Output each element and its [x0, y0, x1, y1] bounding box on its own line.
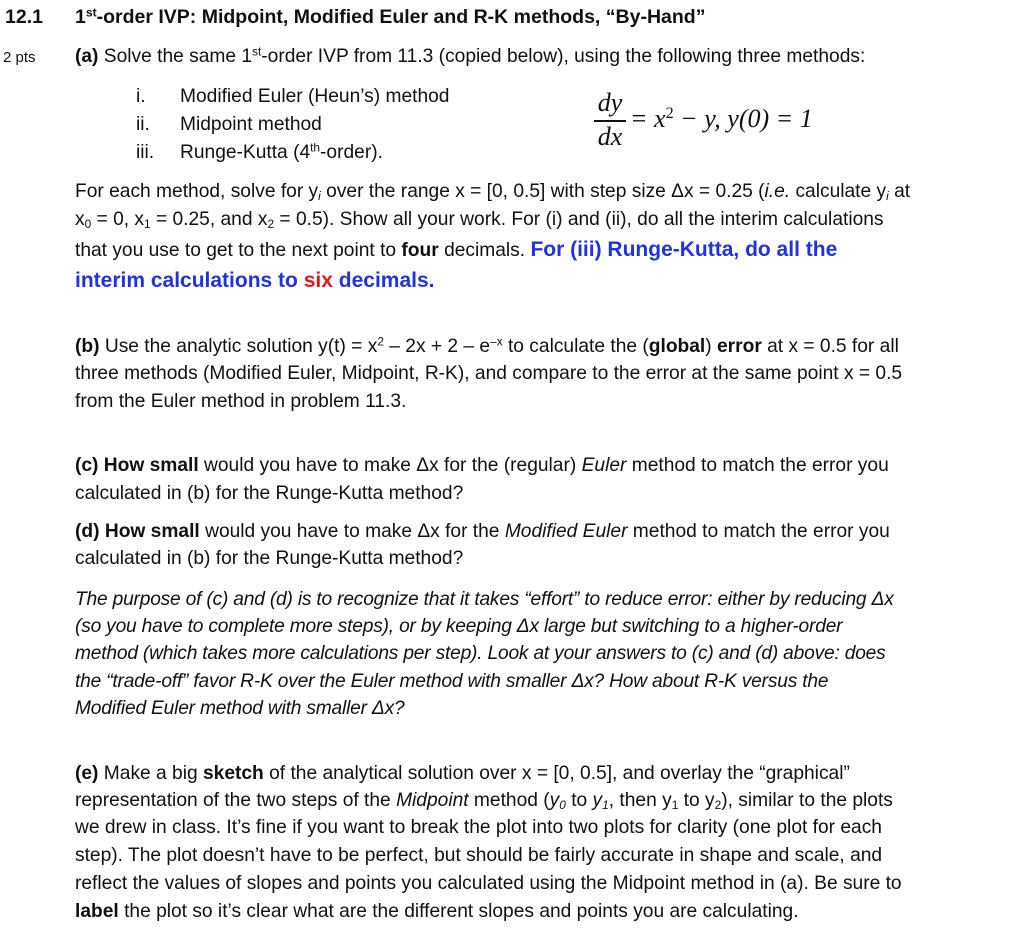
part-a-paragraph-line2: $x_0 = 0$, $x_1 = 0.25$, and $x_2 = 0.5$). Show all your work. For (i) and (ii), do all the interim calculations [75, 209, 884, 231]
part-e-line3: we drew in class. It’s fine if you want to break the plot into two plots for clarity (one plot for each [75, 817, 882, 838]
part-a-intro: (a) Solve the same 1st-order IVP from 11.3 (copied below), using the following three methods: [75, 44, 866, 67]
part-e-line1: (e) Make a big sketch of the analytical solution over x = [0, 0.5], and overlay the “graphical” [75, 763, 850, 784]
purpose-line: Modified Euler method with smaller Δx? [75, 698, 405, 719]
part-c-line1: (c) How small would you have to make Δx for the (regular) Euler method to match the error you [75, 455, 889, 476]
equation-rhs: = $x^2 - y$, y(0) = 1 [630, 104, 813, 133]
part-d-line1: (d) How small would you have to make Δx for the Modified Euler method to match the error you [75, 521, 890, 542]
purpose-line: (so you have to complete more steps), or by keeping Δx large but switching to a higher-order [75, 616, 843, 637]
problem-number: 12.1 [5, 6, 43, 28]
part-d-line2: calculated in (b) for the Runge-Kutta method? [75, 548, 464, 569]
method-item: ii. Midpoint method [136, 114, 322, 135]
ivp-equation: dy dx = $x^2 - y$, y(0) = 1 [592, 88, 852, 158]
purpose-line: method (which takes more calculations per step). Look at your answers to (c) and (d) above: does [75, 643, 886, 664]
part-e-line6: label the plot so it’s clear what are the different slopes and points you are calculating. [75, 901, 799, 922]
part-a-paragraph-line4: interim calculations to six decimals. [75, 269, 435, 292]
part-a-paragraph-line1: For each method, solve for $y_i$ over the range x = [0, 0.5] with step size Δx = 0.25 (i.e. calculate $y_i$ at [75, 181, 911, 203]
method-item: iii. Runge-Kutta (4th-order). [136, 140, 383, 163]
part-a-paragraph-line3: that you use to get to the next point to four decimals. For (iii) Runge-Kutta, do all the [75, 238, 838, 261]
method-item: i. Modified Euler (Heun’s) method [136, 86, 450, 107]
method-list [136, 83, 449, 167]
part-e-line2: representation of the two steps of the Midpoint method ($y_0$ to $y_1$, then $y_1$ to $y_2$), similar to the plots [75, 790, 893, 812]
problem-title: 1st-order IVP: Midpoint, Modified Euler and R-K methods, “By-Hand” [75, 5, 706, 28]
part-e-line5: reflect the values of slopes and points you calculated using the Midpoint method in (a). Be sure to [75, 873, 902, 894]
part-b-line2: three methods (Modified Euler, Midpoint, R-K), and compare to the error at the same point x = 0.5 [75, 363, 903, 384]
part-c-line2: calculated in (b) for the Runge-Kutta method? [75, 483, 464, 504]
part-b-line3: from the Euler method in problem 11.3. [75, 391, 407, 412]
purpose-line: The purpose of (c) and (d) is to recognize that it takes “effort” to reduce error: either by reducing Δx [75, 589, 894, 610]
part-b-line1: (b) Use the analytic solution $y(t) = x^2 - 2x + 2 - e^{-x}$ to calculate the (global) error at x = 0.5 for all [75, 334, 899, 357]
purpose-line: the “trade-off” favor R-K over the Euler method with smaller Δx? How about R-K versus the [75, 671, 829, 692]
points-label: 2 pts [3, 49, 36, 66]
part-e-line4: step). The plot doesn’t have to be perfect, but should be fairly accurate in shape and scale, and [75, 845, 883, 866]
